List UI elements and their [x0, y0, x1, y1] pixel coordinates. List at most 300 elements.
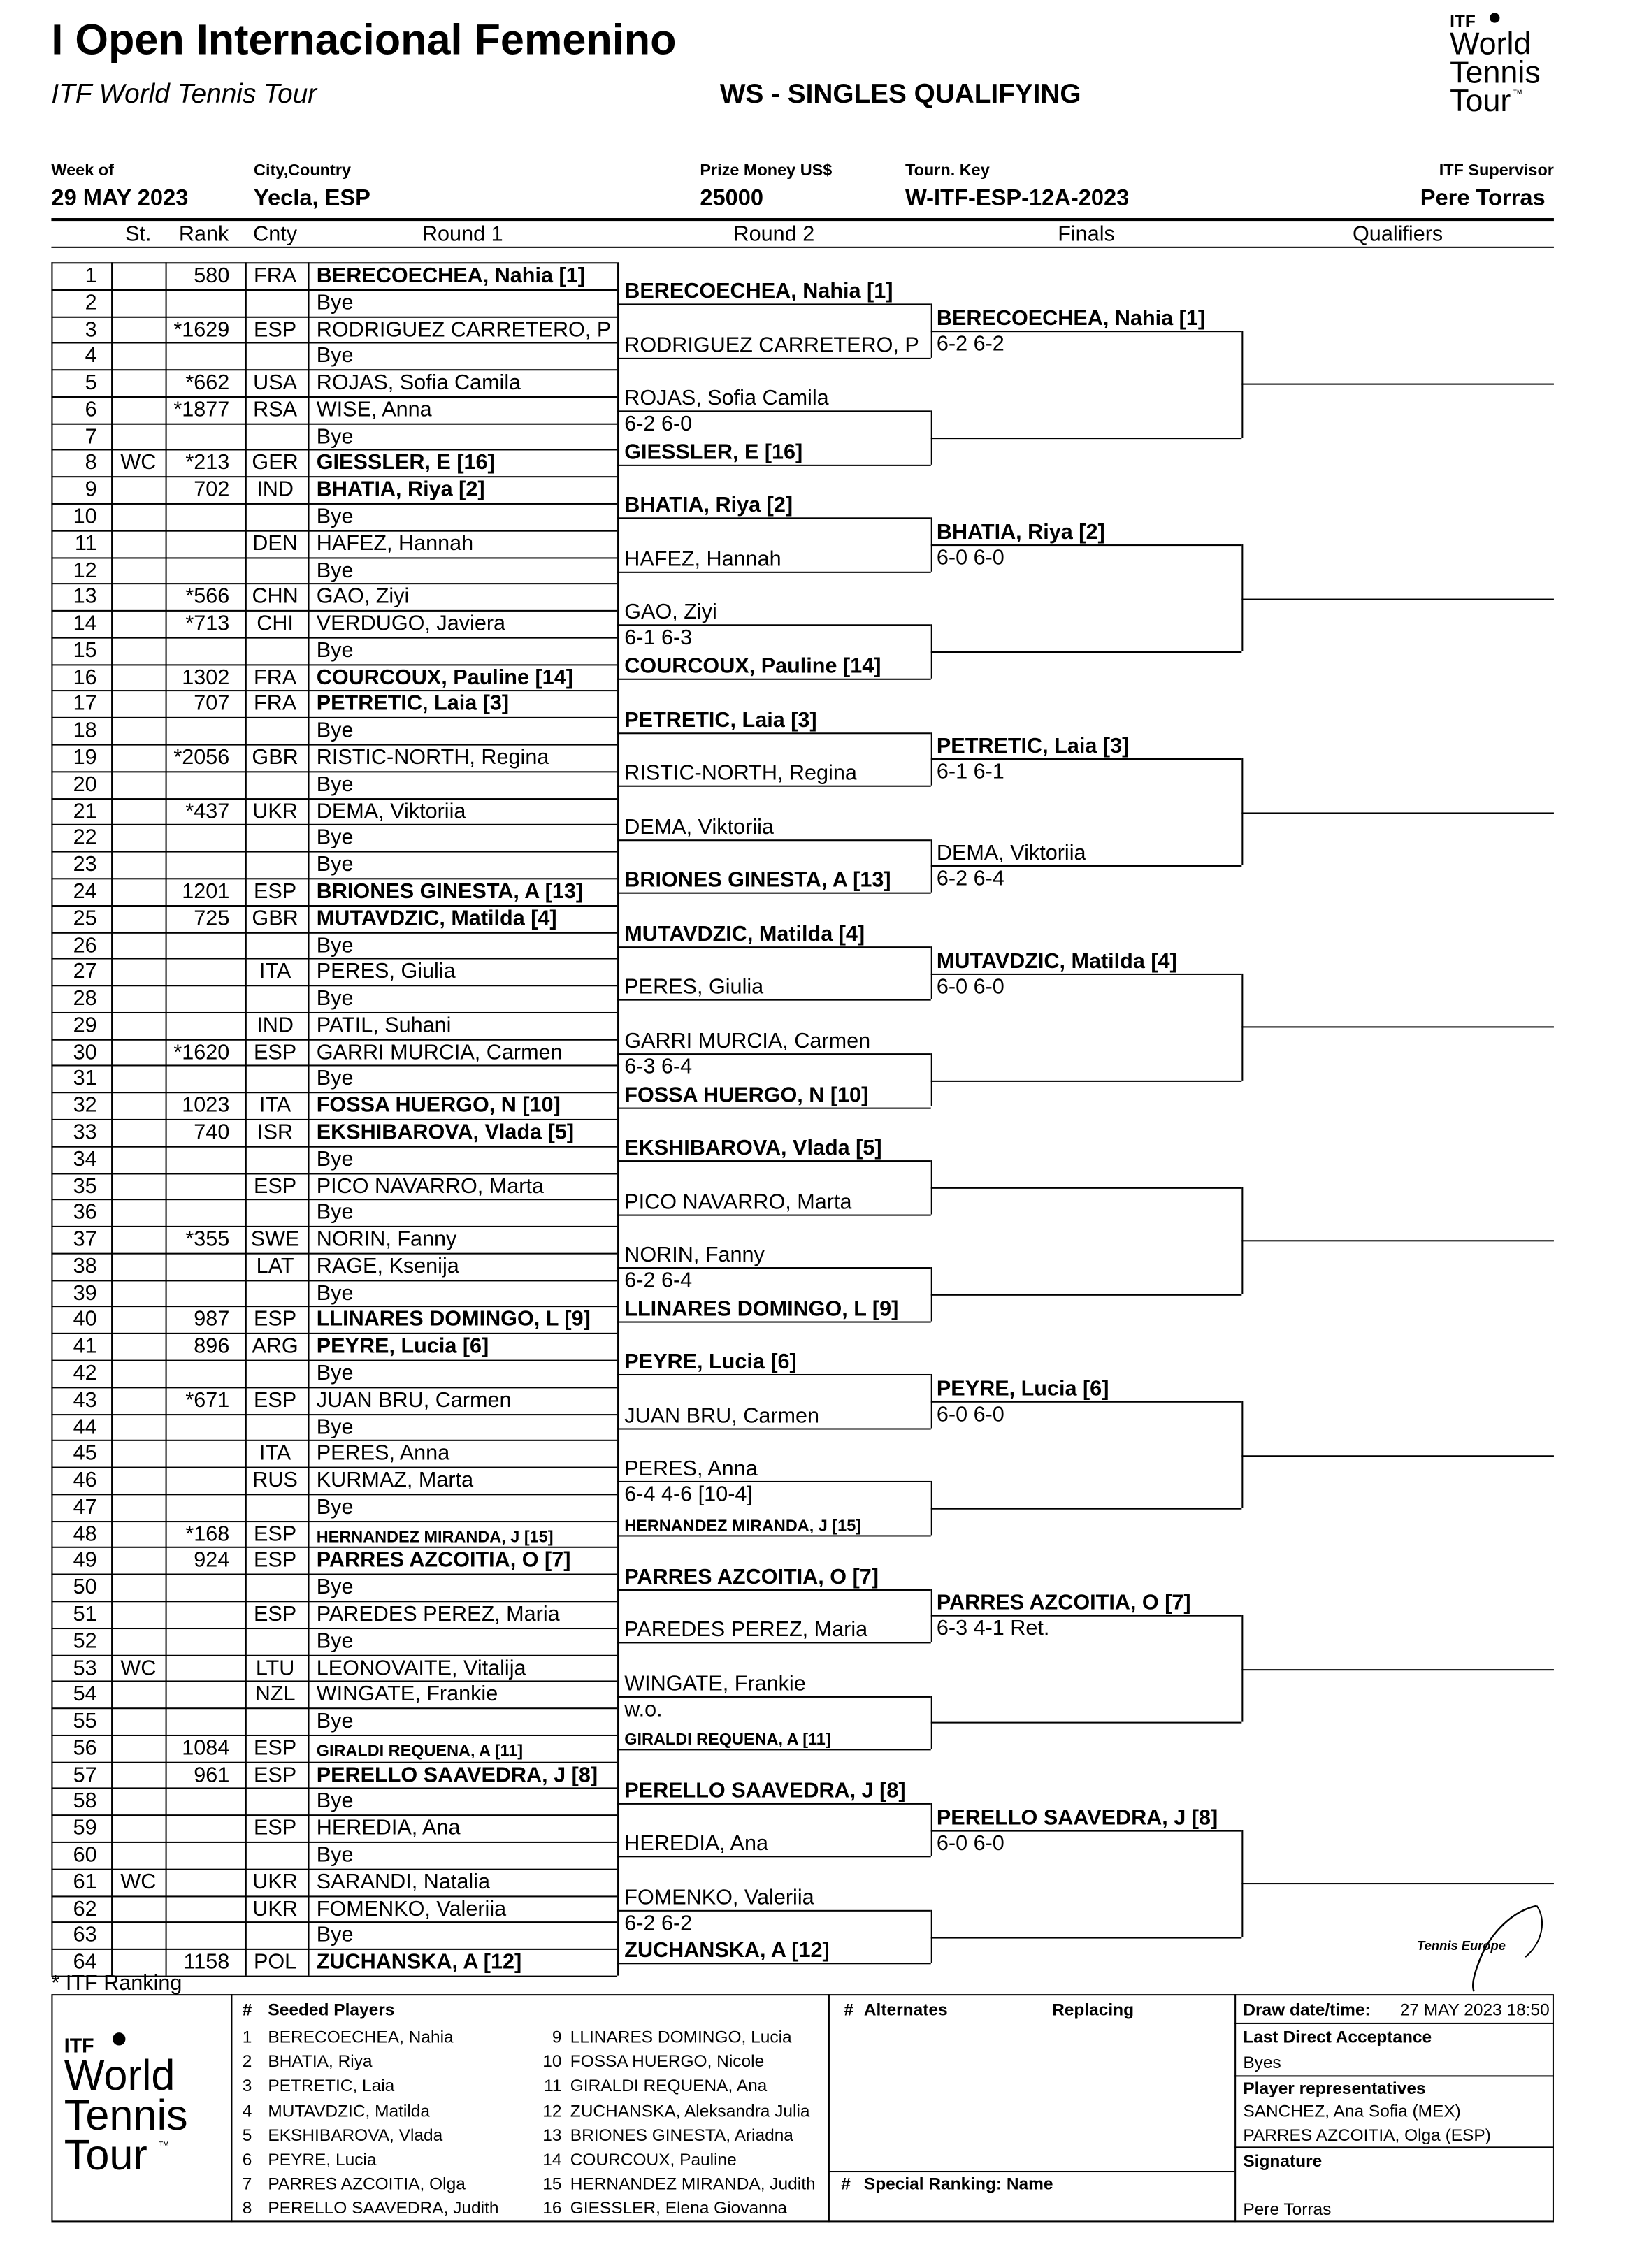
round2-line: [617, 946, 931, 948]
round2-winner: BHATIA, Riya [2]: [624, 493, 793, 519]
player-name: HAFEZ, Hannah: [316, 531, 474, 556]
round2-winner: ROJAS, Sofia Camila: [624, 387, 829, 411]
player-country: [245, 825, 305, 852]
round2-line: [617, 304, 931, 305]
player-name: MUTAVDZIC, Matilda [4]: [316, 906, 557, 931]
player-name: NORIN, Fanny: [316, 1227, 457, 1252]
player-country: FRA: [254, 692, 297, 716]
round2-score: 6-3 6-4: [624, 1055, 693, 1079]
seed-name: PERELLO SAAVEDRA, Judith: [268, 2198, 499, 2219]
player-country: [245, 637, 305, 664]
player-name: BHATIA, Riya [2]: [316, 477, 485, 503]
finals-score: 6-0 6-0: [936, 1830, 1004, 1856]
special-ranking-hash: #: [841, 2174, 851, 2194]
week-label: Week of: [51, 162, 114, 180]
player-name: Bye: [316, 1415, 354, 1439]
finals-line: [931, 1187, 1242, 1189]
draw-position: 54: [73, 1682, 97, 1707]
player-name: GARRI MURCIA, Carmen: [316, 1039, 563, 1064]
seed-number: 6: [242, 2149, 252, 2169]
player-country: ESP: [253, 317, 297, 342]
round2-winner: PAREDES PEREZ, Maria: [624, 1617, 868, 1642]
finals-winner: DEMA, Viktoriia: [936, 842, 1086, 866]
player-country: ESP: [253, 1522, 297, 1547]
player-rank: *566: [185, 584, 230, 609]
player-name: PATIL, Suhani: [316, 1013, 452, 1038]
round2-winner: PERES, Anna: [624, 1457, 758, 1482]
seed-name: BERECOECHEA, Nahia: [268, 2027, 454, 2047]
draw-position: 62: [73, 1896, 97, 1921]
ball-icon: [1490, 13, 1499, 22]
qualifier-line: [1241, 812, 1554, 814]
seed-name: GIESSLER, Elena Giovanna: [570, 2198, 787, 2219]
finals-winner: MUTAVDZIC, Matilda [4]: [936, 948, 1177, 974]
itf-logo-top: [1450, 11, 1564, 125]
seed-name: LLINARES DOMINGO, Lucia: [570, 2027, 792, 2047]
footer-logo-tour: Tour: [64, 2132, 147, 2180]
round2-line: [617, 1107, 931, 1108]
round2-line: [617, 1428, 931, 1429]
player-rank: 702: [194, 477, 230, 503]
round2-winner: GIESSLER, E [16]: [624, 440, 803, 465]
page-title: I Open Internacional Femenino: [51, 17, 677, 64]
player-country: [245, 1280, 305, 1307]
player-name: JUAN BRU, Carmen: [316, 1387, 512, 1413]
round2-winner: EKSHIBAROVA, Vlada [5]: [624, 1136, 882, 1161]
draw-position: 17: [73, 692, 97, 716]
player-name: BERECOECHEA, Nahia [1]: [316, 263, 585, 288]
player-name: PERES, Giulia: [316, 960, 456, 984]
logo-itf-text: ITF: [1450, 11, 1476, 31]
seed-name: BHATIA, Riya: [268, 2051, 373, 2072]
player-country: ESP: [253, 1735, 297, 1761]
player-name: Bye: [316, 1628, 354, 1654]
player-country: [245, 557, 305, 584]
logo-tm: ™: [1512, 89, 1523, 100]
seed-number: 7: [242, 2174, 252, 2195]
player-rank: 1302: [182, 665, 230, 690]
player-name: RODRIGUEZ CARRETERO, P: [316, 317, 612, 342]
finals-line: [931, 1508, 1242, 1510]
finals-score: 6-0 6-0: [936, 974, 1004, 999]
player-name: RISTIC-NORTH, Regina: [316, 745, 549, 770]
draw-position: 3: [85, 317, 97, 342]
finals-line: [931, 1937, 1242, 1938]
player-name: EKSHIBAROVA, Vlada [5]: [316, 1120, 575, 1145]
draw-position: 43: [73, 1387, 97, 1413]
draw-position: 30: [73, 1039, 97, 1064]
seed-number: 16: [542, 2198, 562, 2219]
player-rank: 725: [194, 906, 230, 931]
player-rank: [122, 1146, 229, 1173]
player-rank: 740: [194, 1120, 230, 1145]
draw-position: 9: [85, 477, 97, 503]
finals-winner: PERELLO SAAVEDRA, J [8]: [936, 1805, 1218, 1830]
draw-position: 31: [73, 1067, 97, 1091]
player-rank: [122, 637, 229, 664]
round2-score: w.o.: [624, 1697, 663, 1721]
round2-line: [617, 732, 931, 733]
draw-position: 32: [73, 1093, 97, 1118]
seed-number: 14: [542, 2149, 562, 2169]
player-rank: [122, 530, 229, 557]
draw-position: 46: [73, 1468, 97, 1493]
round2-winner: GAO, Ziyi: [624, 600, 717, 626]
seed-name: PARRES AZCOITIA, Olga: [268, 2174, 466, 2195]
draw-position: 48: [73, 1522, 97, 1547]
logo-tour-text: Tour: [1450, 82, 1511, 119]
lda-value: Byes: [1243, 2052, 1281, 2073]
draw-position: 20: [73, 772, 97, 797]
round2-winner: PEYRE, Lucia [6]: [624, 1350, 797, 1375]
player-country: [245, 423, 305, 450]
player-name: PERES, Anna: [316, 1441, 450, 1466]
player-name: Bye: [316, 772, 354, 797]
draw-position: 29: [73, 1013, 97, 1038]
col-qualifiers: Qualifiers: [1353, 222, 1443, 247]
header-rule: [51, 218, 1554, 221]
player-country: ITA: [259, 1441, 291, 1466]
player-country: GBR: [252, 745, 298, 770]
player-country: [245, 985, 305, 1012]
player-rank: [122, 1494, 229, 1521]
draw-position: 23: [73, 852, 97, 877]
player-country: [245, 503, 305, 530]
round2-line: [617, 572, 931, 573]
player-name: Bye: [316, 825, 354, 851]
player-rank: [122, 1654, 229, 1682]
round2-line: [617, 1375, 931, 1376]
seed-name: PEYRE, Lucia: [268, 2149, 377, 2169]
player-rank: [122, 557, 229, 584]
player-name: PARRES AZCOITIA, O [7]: [316, 1548, 571, 1573]
player-name: Bye: [316, 1575, 354, 1600]
finals-score: 6-2 6-4: [936, 867, 1004, 892]
round2-winner: COURCOUX, Pauline [14]: [624, 654, 881, 679]
col-rank: Rank: [178, 222, 229, 247]
seed-name: EKSHIBAROVA, Vlada: [268, 2125, 443, 2145]
col-round1: Round 1: [422, 222, 503, 247]
seeded-hash: #: [242, 2000, 252, 2020]
player-rank: [122, 771, 229, 798]
entry-status: WC: [120, 1655, 157, 1680]
draw-position: 47: [73, 1495, 97, 1519]
draw-position: 24: [73, 879, 97, 904]
draw-position: 37: [73, 1227, 97, 1252]
draw-position: 35: [73, 1173, 97, 1199]
draw-date-label: Draw date/time:: [1243, 2000, 1371, 2020]
player-country: [245, 932, 305, 959]
player-rank: 580: [194, 263, 230, 288]
player-rank: 961: [194, 1763, 230, 1787]
player-country: IND: [257, 1013, 294, 1038]
event-name: WS - SINGLES QUALIFYING: [719, 80, 1081, 110]
round2-line: [617, 679, 931, 680]
player-name: Bye: [316, 718, 354, 744]
tourn-key-value: W-ITF-ESP-12A-2023: [905, 187, 1130, 211]
draw-position: 5: [85, 370, 97, 396]
round2-score: 6-2 6-4: [624, 1269, 693, 1294]
player-rank: *662: [185, 370, 230, 396]
finals-score: 6-1 6-1: [936, 760, 1004, 785]
player-rank: [122, 1467, 229, 1494]
player-name: PERELLO SAAVEDRA, J [8]: [316, 1763, 598, 1787]
player-name: Bye: [316, 852, 354, 877]
player-name: Bye: [316, 290, 354, 315]
footer-logo-itf: ITF: [64, 2034, 94, 2057]
prize-value: 25000: [700, 187, 764, 211]
finals-line: [931, 1722, 1242, 1724]
player-rank: 924: [194, 1548, 230, 1573]
player-rank: *1620: [173, 1039, 230, 1064]
draw-position: 28: [73, 986, 97, 1011]
player-country: [245, 1842, 305, 1869]
draw-position: 34: [73, 1147, 97, 1171]
round2-winner: HERNANDEZ MIRANDA, J [15]: [624, 1517, 862, 1536]
draw-position: 22: [73, 825, 97, 851]
player-rank: 896: [194, 1334, 230, 1359]
special-ranking-header: Special Ranking: Name: [863, 2174, 1053, 2194]
round2-winner: PETRETIC, Laia [3]: [624, 707, 817, 732]
draw-position: 11: [74, 531, 97, 556]
draw-position: 49: [73, 1548, 97, 1573]
player-rank: [122, 1413, 229, 1440]
draw-position: 18: [73, 718, 97, 744]
footer-logo-world: World: [64, 2052, 175, 2100]
player-rank: [122, 825, 229, 852]
player-name: Bye: [316, 1067, 354, 1091]
player-name: WISE, Anna: [316, 397, 432, 422]
itf-ranking-footnote: * ITF Ranking: [51, 1971, 182, 1996]
player-country: [245, 1574, 305, 1601]
round2-winner: LLINARES DOMINGO, L [9]: [624, 1296, 899, 1321]
round2-line: [617, 1963, 931, 1965]
round2-winner: GIRALDI REQUENA, A [11]: [624, 1732, 831, 1749]
draw-position: 39: [73, 1280, 97, 1306]
seed-name: MUTAVDZIC, Matilda: [268, 2100, 431, 2121]
reps-label: Player representatives: [1243, 2078, 1426, 2098]
player-name: Bye: [316, 1495, 354, 1519]
player-country: [245, 289, 305, 317]
player-rank: [122, 289, 229, 317]
player-country: [245, 342, 305, 370]
seed-name: PETRETIC, Laia: [268, 2076, 395, 2096]
player-rank: [122, 1868, 229, 1895]
finals-winner: PEYRE, Lucia [6]: [936, 1377, 1109, 1401]
draw-position: 63: [73, 1923, 97, 1948]
player-country: LAT: [256, 1254, 294, 1279]
round2-winner: PERELLO SAAVEDRA, J [8]: [624, 1778, 906, 1803]
round2-winner: NORIN, Fanny: [624, 1243, 765, 1268]
player-name: SARANDI, Natalia: [316, 1870, 490, 1894]
seed-number: 9: [552, 2027, 562, 2047]
page-subtitle: ITF World Tennis Tour: [51, 80, 317, 110]
player-name: Bye: [316, 638, 354, 663]
qualifier-line: [1241, 598, 1554, 600]
player-country: GBR: [252, 906, 298, 931]
round2-winner: ZUCHANSKA, A [12]: [624, 1939, 830, 1964]
player-rank: *671: [185, 1387, 230, 1413]
seed-number: 3: [242, 2076, 252, 2096]
player-name: Bye: [316, 1280, 354, 1306]
draw-position: 16: [73, 665, 97, 690]
logo-tennis-text: Tennis: [1450, 54, 1541, 90]
player-country: LTU: [255, 1655, 295, 1680]
draw-position: 64: [73, 1950, 97, 1974]
qualifier-line: [1241, 1883, 1554, 1884]
finals-winner: BERECOECHEA, Nahia [1]: [936, 306, 1206, 331]
draw-position: 10: [73, 504, 97, 529]
player-name: VERDUGO, Javiera: [316, 612, 506, 636]
seed-number: 8: [242, 2198, 252, 2219]
player-country: [245, 851, 305, 879]
draw-position: 61: [73, 1870, 97, 1894]
player-country: [245, 1788, 305, 1815]
draw-position: 36: [73, 1200, 97, 1225]
draw-position: 25: [73, 906, 97, 931]
player-rank: [122, 1815, 229, 1842]
draw-position: 6: [85, 397, 97, 422]
player-country: ESP: [253, 1548, 297, 1573]
week-value: 29 MAY 2023: [51, 187, 189, 211]
player-rank: 707: [194, 692, 230, 716]
col-st: St.: [125, 222, 152, 247]
round2-winner: RISTIC-NORTH, Regina: [624, 761, 857, 786]
player-country: ESP: [253, 1602, 297, 1626]
draw-position: 52: [73, 1628, 97, 1654]
player-rank: [122, 1360, 229, 1387]
draw-position: 59: [73, 1816, 97, 1841]
player-name: Bye: [316, 504, 354, 529]
entry-status: WC: [120, 451, 157, 476]
draw-position: 19: [73, 745, 97, 770]
seed-number: 2: [242, 2051, 252, 2072]
player-rank: [122, 932, 229, 959]
player-country: UKR: [252, 1870, 298, 1894]
draw-position: 58: [73, 1789, 97, 1814]
player-country: CHI: [257, 612, 294, 636]
player-rank: *1877: [173, 397, 230, 422]
round2-line: [617, 1589, 931, 1590]
draw-position: 14: [73, 612, 97, 636]
draw-position: 2: [85, 290, 97, 315]
city-value: Yecla, ESP: [254, 187, 370, 211]
player-country: [245, 1360, 305, 1387]
round2-winner: PICO NAVARRO, Marta: [624, 1190, 852, 1214]
seed-number: 5: [242, 2125, 252, 2145]
player-rank: [122, 503, 229, 530]
player-name: Bye: [316, 1200, 354, 1225]
player-name: FOMENKO, Valeriia: [316, 1896, 507, 1921]
seed-name: GIRALDI REQUENA, Ana: [570, 2076, 768, 2096]
round2-line: [617, 786, 931, 787]
draw-position: 56: [73, 1735, 97, 1761]
player-country: [245, 1199, 305, 1227]
player-rank: [122, 1199, 229, 1227]
player-name: KURMAZ, Marta: [316, 1468, 474, 1493]
player-name: LLINARES DOMINGO, L [9]: [316, 1307, 591, 1332]
seed-name: BRIONES GINESTA, Ariadna: [570, 2125, 793, 2145]
player-name: PAREDES PEREZ, Maria: [316, 1602, 560, 1626]
player-name: GIESSLER, E [16]: [316, 451, 495, 476]
player-name: Bye: [316, 344, 354, 368]
player-rank: [122, 1895, 229, 1923]
player-rank: *2056: [173, 745, 230, 770]
round2-line: [617, 1321, 931, 1322]
player-rank: [122, 1628, 229, 1655]
player-country: IND: [257, 477, 294, 503]
qualifier-line: [1241, 1669, 1554, 1670]
round2-line: [617, 1642, 931, 1644]
draw-position: 15: [73, 638, 97, 663]
player-country: [245, 1707, 305, 1735]
player-name: DEMA, Viktoriia: [316, 799, 466, 823]
player-name: PICO NAVARRO, Marta: [316, 1173, 544, 1199]
draw-position: 57: [73, 1763, 97, 1787]
draw-position: 7: [85, 424, 97, 449]
draw-date-value: 27 MAY 2023 18:50: [1399, 2000, 1550, 2020]
player-country: FRA: [254, 665, 297, 690]
player-country: RUS: [252, 1468, 298, 1493]
column-header-rule: [51, 247, 1554, 248]
round2-line: [617, 464, 931, 465]
draw-position: 13: [73, 584, 97, 609]
draw-position: 21: [73, 799, 97, 823]
player-country: USA: [253, 370, 298, 396]
finals-winner: PETRETIC, Laia [3]: [936, 735, 1130, 759]
seed-name: ZUCHANSKA, Aleksandra Julia: [570, 2100, 810, 2121]
round2-line: [617, 1214, 931, 1215]
player-country: ESP: [253, 1816, 297, 1841]
round2-winner: PARRES AZCOITIA, O [7]: [624, 1564, 879, 1589]
player-country: UKR: [252, 1896, 298, 1921]
player-name: LEONOVAITE, Vitalija: [316, 1655, 526, 1680]
round2-winner: HAFEZ, Hannah: [624, 547, 781, 572]
tennis-europe-text: Tennis Europe: [1417, 1938, 1506, 1953]
round2-winner: FOMENKO, Valeriia: [624, 1885, 814, 1910]
round2-winner: DEMA, Viktoriia: [624, 814, 774, 839]
player-rank: *437: [185, 799, 230, 823]
draw-position: 27: [73, 960, 97, 984]
round2-score: 6-2 6-2: [624, 1911, 693, 1936]
player-name: ZUCHANSKA, A [12]: [316, 1950, 522, 1974]
round2-winner: WINGATE, Frankie: [624, 1671, 806, 1696]
finals-score: 6-3 4-1 Ret.: [936, 1617, 1050, 1642]
player-rank: [122, 958, 229, 985]
alternates-header: Alternates: [863, 2000, 948, 2020]
round2-winner: HEREDIA, Ana: [624, 1832, 769, 1856]
player-country: GER: [252, 451, 298, 476]
player-country: POL: [253, 1950, 297, 1974]
player-country: FRA: [254, 263, 297, 288]
player-rank: [122, 1707, 229, 1735]
player-country: UKR: [252, 799, 298, 823]
round2-line: [617, 893, 931, 894]
round2-score: 6-4 4-6 [10-4]: [624, 1482, 753, 1508]
finals-score: 6-0 6-0: [936, 546, 1004, 571]
col-cnty: Cnty: [253, 222, 298, 247]
player-rank: [122, 1681, 229, 1708]
player-rank: 1201: [182, 879, 230, 904]
player-rank: *1629: [173, 317, 230, 342]
finals-line: [931, 438, 1242, 439]
player-rank: *168: [185, 1522, 230, 1547]
seed-number: 15: [542, 2174, 562, 2195]
player-rank: *355: [185, 1227, 230, 1252]
entry-status: WC: [120, 1870, 157, 1894]
round2-winner: FOSSA HUERGO, N [10]: [624, 1082, 869, 1107]
player-country: [245, 1146, 305, 1173]
